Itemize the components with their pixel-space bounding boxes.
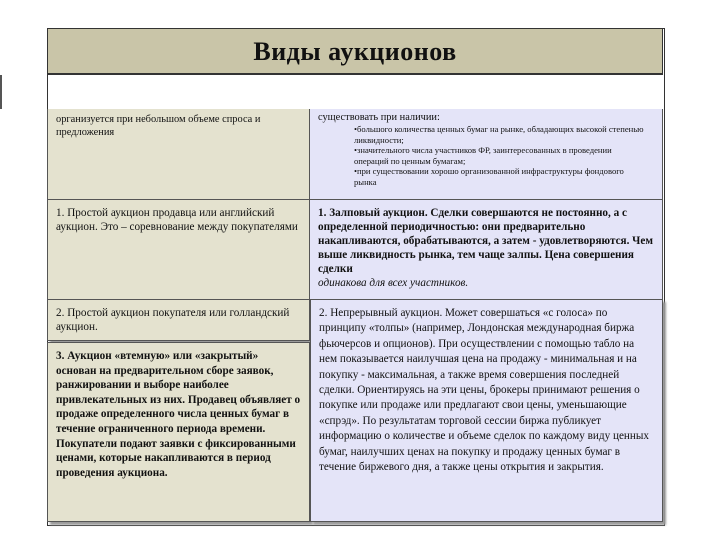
- title-bar: [47, 28, 663, 75]
- row1-right-bullets: [310, 124, 662, 187]
- row4-left-text: 3. Аукцион «втемную» или «закрытый» основан на предварительном сборе заявок, ранжировании и выборе наиболее привлекательных из них. Продавец объявляет о продаже определенного числа ценных бумаг в течение ограниченного периода времени. Покупатели подают заявки с фиксированными ценами, которые накапливаются в период проведения аукциона.: [56, 350, 301, 479]
- row4-left-cell: [47, 342, 310, 522]
- row1-bullet: •при существовании хорошо организованной инфраструктуры фондового рынка: [354, 166, 624, 187]
- row2-right-text: 1. Залповый аукцион. Сделки совершаются не постоянно, а с определенной периодичностью: они предварительно накапливаются, обрабатываются, а затем - удовлетворяются. Чем выше ликвидность рынка, тем чаще залпы. Цена совершения сделки: [318, 207, 653, 275]
- row1-right-cell: [310, 109, 663, 199]
- row3-left-cell: [47, 299, 310, 341]
- row2-right-italic: одинакова для всех участников.: [318, 277, 469, 289]
- header-double-auction: [0, 75, 2, 109]
- row2-left-cell: [47, 199, 310, 299]
- row2-left-text: 1. Простой аукцион продавца или английский аукцион. Это – соревнование между покупателями: [56, 207, 298, 233]
- row3-left-text: 2. Простой аукцион покупателя или голландский аукцион.: [56, 307, 290, 333]
- row3-right-text: 2. Непрерывный аукцион. Может совершаться «с голоса» по принципу «толпы» (например, Лондонская международная биржа фьючерсов и опционов). При осуществлении с помощью табло на нем показывается наилучшая цена на продажу - минимальная и на покупку - максимальная, а также время совершения последней сделки. Ориентируясь на эти цены, брокеры принимают решения о покупке или продаже или предлагают свои цены, уменьшающие «спрэд». По результатам торговой сессии биржа публикует информацию о количестве и объеме сделок по каждому виду ценных бумаг, наилучших ценах на покупку и продажу ценных бумаг в течение биржевого дня, а также цены открытия и закрытия.: [319, 307, 650, 474]
- page-title: Виды аукционов: [253, 37, 457, 66]
- row3-right-cell: [310, 299, 663, 522]
- row1-left-text: организуется при небольшом объеме спроса и предложения: [56, 114, 261, 138]
- row1-bullet: •большого количества ценных бумаг на рынке, обладающих высокой степенью ликвидности;: [354, 124, 644, 145]
- row2-right-cell: [310, 199, 663, 299]
- row1-bullet: •значительного числа участников ФР, заинтересованных в проведении операций по ценным бумагам;: [354, 145, 612, 166]
- row1-right-intro: существовать при наличии:: [318, 112, 440, 123]
- row1-left-cell: [47, 109, 310, 199]
